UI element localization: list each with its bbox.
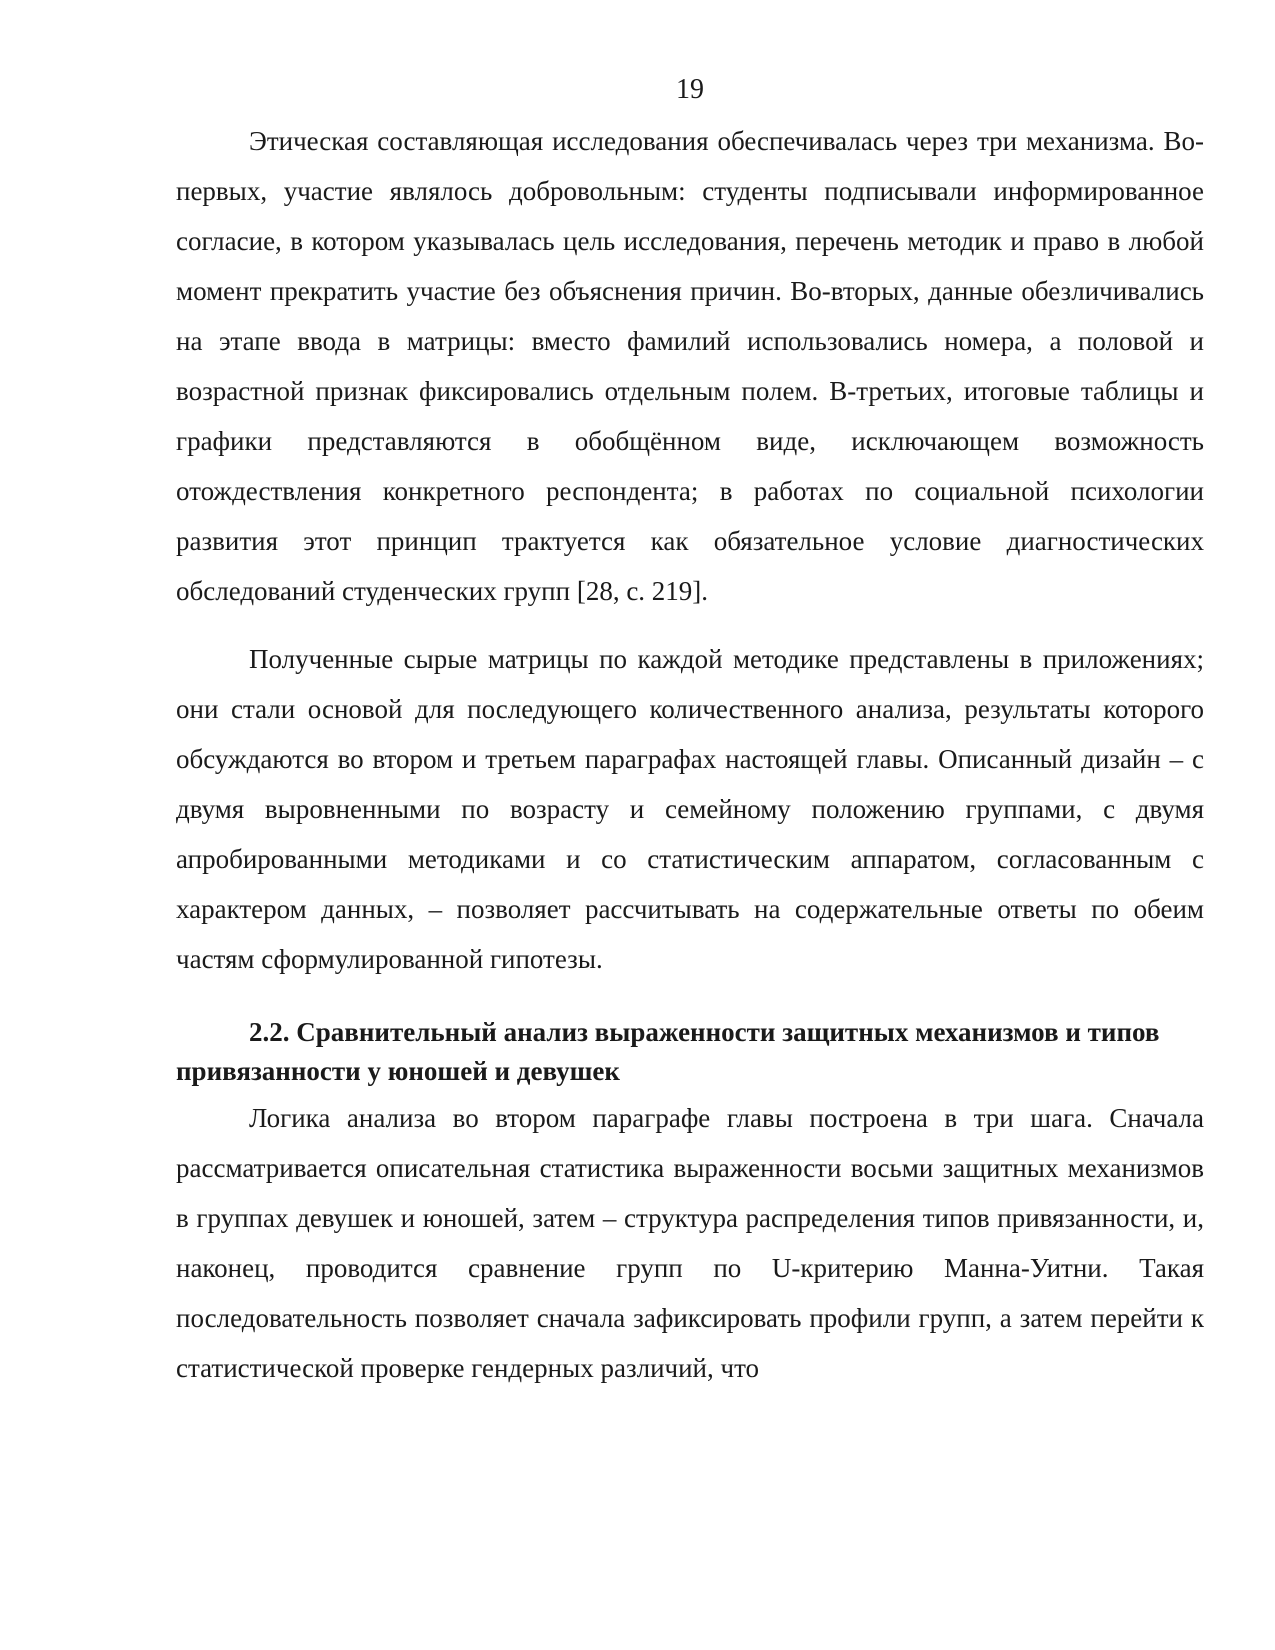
paragraph-matrices: Полученные сырые матрицы по каждой методике представлены в приложениях; они стали основой для последующего количественного анализа, результаты которого обсуждаются во втором и третьем параграфах настоящей главы. Описанный дизайн – с двумя выровненными по возрасту и семейному положению группами, с двумя апробированными методиками и со статистическим аппаратом, согласованным с характером данных, – позволяет рассчитывать на содержательные ответы по обеим частям сформулированной гипотезы. <box>176 644 1204 974</box>
page-body <box>176 116 1204 1393</box>
paragraph-ethics: Этическая составляющая исследования обеспечивалась через три механизма. Во-первых, участие являлось добровольным: студенты подписывали информированное согласие, в котором указывалась цель исследования, перечень методик и право в любой момент прекратить участие без объяснения причин. Во-вторых, данные обезличивались на этапе ввода в матрицы: вместо фамилий использовались номера, а половой и возрастной признак фиксировались отдельным полем. В-третьих, итоговые таблицы и графики представляются в обобщённом виде, исключающем возможность отождествления конкретного респондента; в работах по социальной психологии развития этот принцип трактуется как обязательное условие диагностических обследований студенческих групп [28, с. 219]. <box>176 126 1204 606</box>
paragraph-analysis-logic: Логика анализа во втором параграфе главы построена в три шага. Сначала рассматривается описательная статистика выраженности восьми защитных механизмов в группах девушек и юношей, затем – структура распределения типов привязанности, и, наконец, проводится сравнение групп по U-критерию Манна-Уитни. Такая последовательность позволяет сначала зафиксировать профили групп, а затем перейти к статистической проверке гендерных различий, что <box>176 1103 1204 1383</box>
section-heading: 2.2. Сравнительный анализ выраженности защитных механизмов и типов привязанности у юношей и девушек <box>176 1017 1160 1086</box>
page-number: 19 <box>676 74 704 105</box>
